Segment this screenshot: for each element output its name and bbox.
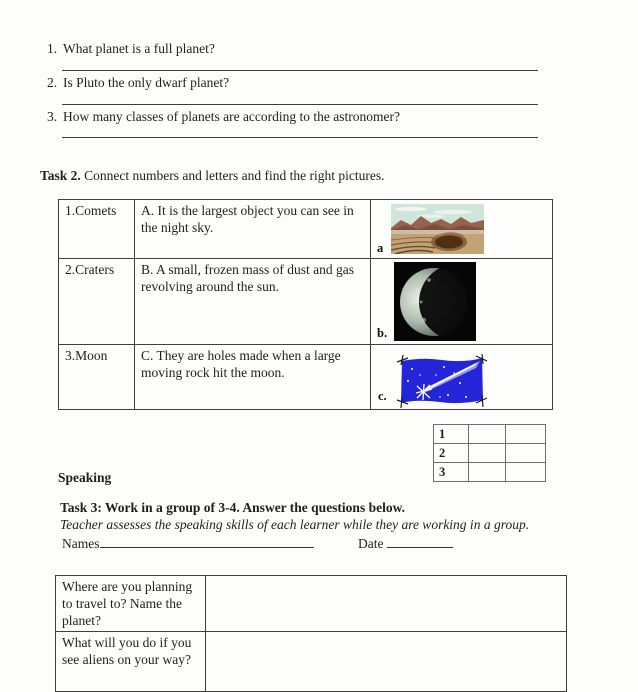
match-desc-b: B. A small, frozen mass of dust and gas revolving around the sun. <box>135 259 371 345</box>
moon-image <box>394 262 476 341</box>
picture-label-b: b. <box>377 326 388 340</box>
speak-answer-cell-2[interactable] <box>206 632 567 692</box>
answer-grid-cell[interactable] <box>506 425 546 444</box>
answer-line-2[interactable] <box>62 104 538 105</box>
comet-image <box>396 353 488 409</box>
match-picture-cell-c <box>371 345 553 410</box>
picture-label-a: a <box>377 241 384 255</box>
answer-grid-row <box>434 444 546 463</box>
picture-label-c: c. <box>378 389 387 403</box>
table-row <box>56 576 567 632</box>
speaking-heading: Speaking <box>58 470 112 485</box>
match-picture-cell-b <box>371 259 553 345</box>
speak-question-2: What will you do if you see aliens on your way? <box>56 632 206 692</box>
speak-question-1: Where are you planning to travel to? Name the planet? <box>56 576 206 632</box>
match-item-craters: 2.Craters <box>59 259 135 345</box>
table-row <box>59 200 553 259</box>
answer-grid-num-2: 2 <box>434 444 469 463</box>
task3-heading: Task 3: Work in a group of 3-4. Answer the questions below. <box>60 500 405 515</box>
date-row <box>358 535 453 551</box>
match-item-moon: 3.Moon <box>59 345 135 410</box>
answer-grid <box>433 424 546 482</box>
names-row <box>62 535 314 551</box>
task2-instruction: Connect numbers and letters and find the right pictures. <box>84 168 385 183</box>
answer-grid-cell[interactable] <box>506 463 546 482</box>
task2-heading <box>40 168 384 184</box>
date-blank[interactable] <box>387 535 453 548</box>
answer-grid-num-3: 3 <box>434 463 469 482</box>
question-1-number: 1. <box>47 41 58 56</box>
question-3-text: How many classes of planets are according to the astronomer? <box>63 109 401 124</box>
task2-label: Task 2. <box>40 168 81 183</box>
desert-crater-image <box>391 204 484 254</box>
answer-grid-cell[interactable] <box>469 425 506 444</box>
task3-note: Teacher assesses the speaking skills of each learner while they are working in a group. <box>60 517 530 532</box>
answer-grid-num-1: 1 <box>434 425 469 444</box>
answer-line-1[interactable] <box>62 70 538 71</box>
names-blank[interactable] <box>100 535 314 548</box>
speak-answer-cell-1[interactable] <box>206 576 567 632</box>
question-3-number: 3. <box>47 109 58 124</box>
matching-table <box>58 199 553 410</box>
answer-grid-cell[interactable] <box>506 444 546 463</box>
date-label: Date <box>358 536 384 551</box>
question-2-number: 2. <box>47 75 58 90</box>
match-item-comets: 1.Comets <box>59 200 135 259</box>
answer-grid-cell[interactable] <box>469 463 506 482</box>
table-row <box>59 345 553 410</box>
answer-grid-row <box>434 463 546 482</box>
match-desc-a: A. It is the largest object you can see in the night sky. <box>135 200 371 259</box>
question-1-text: What planet is a full planet? <box>63 41 215 56</box>
match-desc-c: C. They are holes made when a large moving rock hit the moon. <box>135 345 371 410</box>
answer-grid-row <box>434 425 546 444</box>
table-row <box>56 632 567 692</box>
names-label: Names <box>62 536 100 551</box>
table-row <box>59 259 553 345</box>
speaking-questions-table <box>55 575 567 692</box>
answer-grid-cell[interactable] <box>469 444 506 463</box>
answer-line-3[interactable] <box>62 137 538 138</box>
match-picture-cell-a <box>371 200 553 259</box>
question-2-text: Is Pluto the only dwarf planet? <box>63 75 230 90</box>
